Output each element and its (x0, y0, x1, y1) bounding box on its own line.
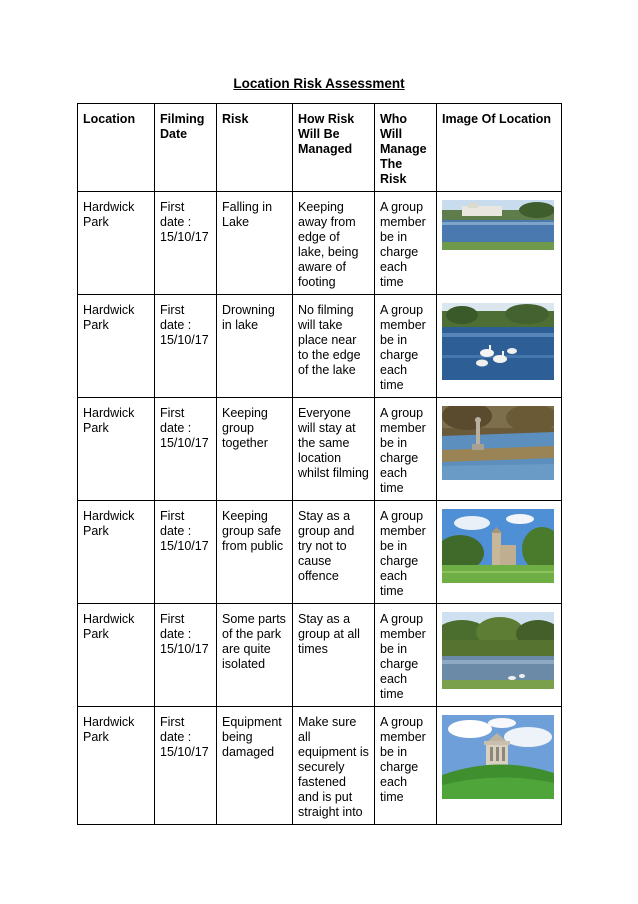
swans-on-lake-image (442, 303, 554, 380)
header-who-manages: Who Will Manage The Risk (375, 104, 437, 192)
wooded-lake-image (442, 612, 554, 689)
cell-filming-date: First date : 15/10/17 (155, 398, 217, 501)
tower-folly-image (442, 509, 554, 586)
cell-location: Hardwick Park (78, 501, 155, 604)
cell-how-managed: No filming will take place near to the edge of the lake (293, 295, 375, 398)
cell-who-manages: A group member be in charge each time (375, 295, 437, 398)
cell-risk: Keeping group together (217, 398, 293, 501)
cell-location: Hardwick Park (78, 707, 155, 825)
cell-filming-date: First date : 15/10/17 (155, 707, 217, 825)
table-row (78, 501, 562, 604)
document-title: Location Risk Assessment (233, 76, 405, 91)
table-row (78, 707, 562, 825)
table-row (78, 604, 562, 707)
cell-image (437, 604, 562, 707)
table-row (78, 398, 562, 501)
cell-image (437, 501, 562, 604)
cell-risk: Some parts of the park are quite isolated (217, 604, 293, 707)
header-filming-date: Filming Date (155, 104, 217, 192)
cell-who-manages: A group member be in charge each time (375, 501, 437, 604)
cell-how-managed: Keeping away from edge of lake, being aware of footing (293, 192, 375, 295)
cell-location: Hardwick Park (78, 398, 155, 501)
table-header-row (78, 104, 562, 192)
cell-image (437, 192, 562, 295)
cell-how-managed: Stay as a group at all times (293, 604, 375, 707)
risk-assessment-table (77, 103, 562, 825)
statue-in-river-image (442, 406, 554, 483)
table-row (78, 295, 562, 398)
cell-risk: Falling in Lake (217, 192, 293, 295)
cell-who-manages: A group member be in charge each time (375, 398, 437, 501)
header-how-managed: How Risk Will Be Managed (293, 104, 375, 192)
cell-who-manages: A group member be in charge each time (375, 192, 437, 295)
cell-image (437, 707, 562, 825)
table-row (78, 192, 562, 295)
cell-how-managed: Make sure all equipment is securely fastened and is put straight into (293, 707, 375, 825)
header-image: Image Of Location (437, 104, 562, 192)
cell-risk: Drowning in lake (217, 295, 293, 398)
cell-image (437, 398, 562, 501)
cell-how-managed: Stay as a group and try not to cause offence (293, 501, 375, 604)
cell-who-manages: A group member be in charge each time (375, 707, 437, 825)
cell-filming-date: First date : 15/10/17 (155, 604, 217, 707)
cell-risk: Equipment being damaged (217, 707, 293, 825)
cell-filming-date: First date : 15/10/17 (155, 295, 217, 398)
cell-filming-date: First date : 15/10/17 (155, 192, 217, 295)
header-location: Location (78, 104, 155, 192)
cell-location: Hardwick Park (78, 192, 155, 295)
cell-how-managed: Everyone will stay at the same location whilst filming (293, 398, 375, 501)
lake-with-hall-image (442, 200, 554, 277)
header-risk: Risk (217, 104, 293, 192)
cell-risk: Keeping group safe from public (217, 501, 293, 604)
cell-location: Hardwick Park (78, 295, 155, 398)
cell-location: Hardwick Park (78, 604, 155, 707)
temple-on-hill-image (442, 715, 554, 799)
cell-image (437, 295, 562, 398)
cell-filming-date: First date : 15/10/17 (155, 501, 217, 604)
cell-who-manages: A group member be in charge each time (375, 604, 437, 707)
